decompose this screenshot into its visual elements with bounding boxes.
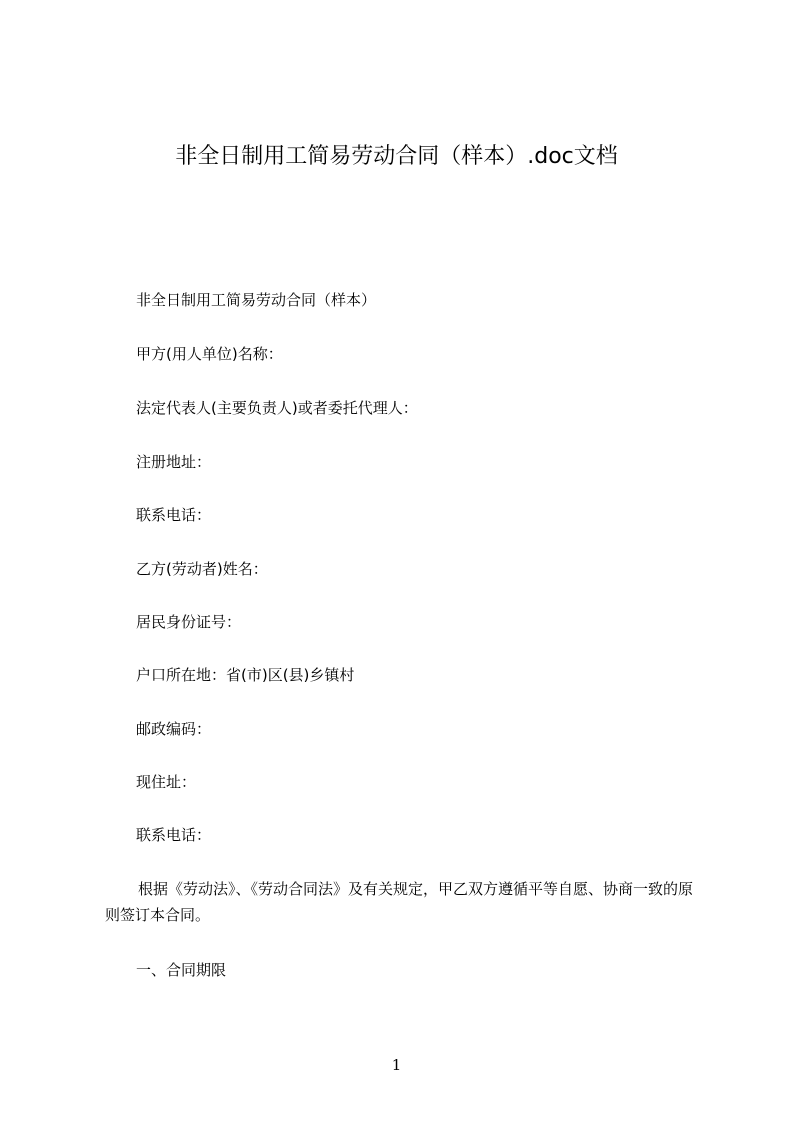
legal-basis-paragraph: 根据《劳动法》、《劳动合同法》及有关规定，甲乙双方遵循平等自愿、协商一致的原则签订本合同。	[105, 880, 694, 924]
document-title: 非全日制用工简易劳动合同（样本）.doc文档	[175, 144, 618, 169]
current-address-field: 现住址：	[136, 773, 197, 791]
postal-code-field: 邮政编码：	[136, 720, 212, 738]
legal-representative-field: 法定代表人(主要负责人)或者委托代理人：	[136, 399, 418, 417]
contract-name-line: 非全日制用工简易劳动合同（样本）	[136, 291, 377, 309]
registered-address-field: 注册地址：	[136, 453, 212, 471]
page-number: 1	[391, 1056, 402, 1074]
party-a-name-field: 甲方(用人单位)名称：	[136, 345, 283, 363]
party-a-phone-field: 联系电话：	[136, 506, 212, 524]
household-registration-field: 户口所在地：省(市)区(县)乡镇村	[136, 666, 355, 684]
party-b-name-field: 乙方(劳动者)姓名：	[136, 560, 268, 578]
section-heading-contract-term: 一、合同期限	[136, 961, 227, 979]
party-b-phone-field: 联系电话：	[136, 826, 212, 844]
id-number-field: 居民身份证号：	[136, 613, 242, 631]
